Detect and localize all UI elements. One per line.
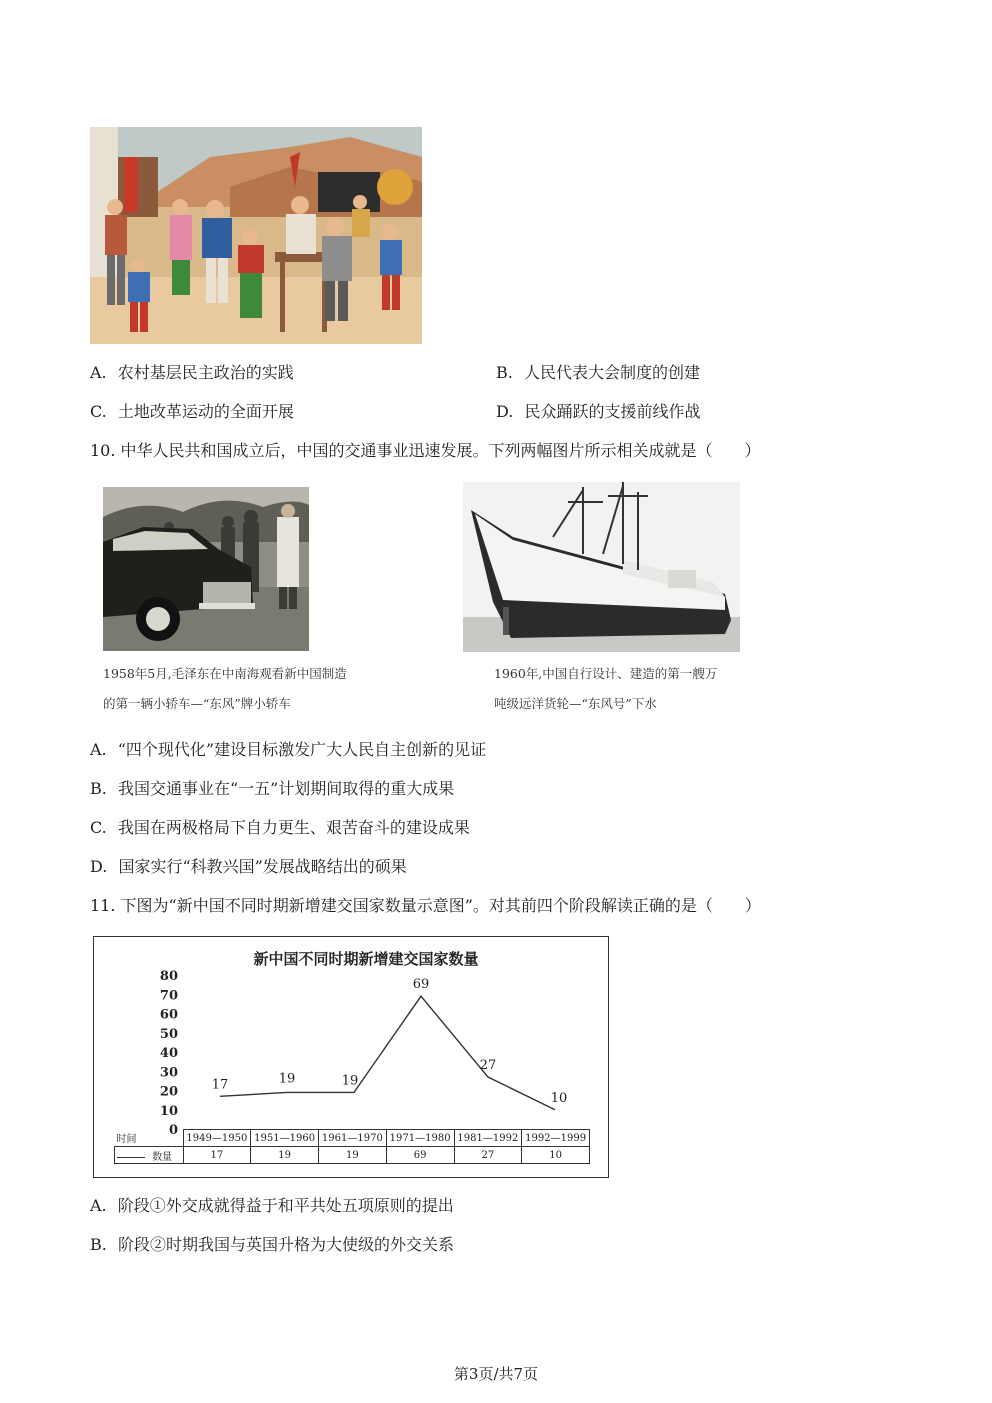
page-footer: 第3页/共7页	[453, 1365, 539, 1383]
option-letter: A.	[90, 740, 107, 759]
option-letter: A.	[90, 1196, 107, 1215]
option-text: 我国在两极格局下自力更生、艰苦奋斗的建设成果	[117, 818, 470, 837]
table-cell-period: 1949—1950	[183, 1130, 251, 1147]
option-text: 国家实行“科教兴国”发展战略结出的硕果	[118, 857, 407, 876]
table-header-count	[115, 1147, 184, 1164]
option-text: 农村基层民主政治的实践	[117, 363, 294, 382]
y-tick-label: 70	[159, 988, 178, 1004]
table-cell-value: 17	[183, 1147, 251, 1164]
chart-title: 新中国不同时期新增建交国家数量	[253, 950, 479, 968]
option-text: 土地改革运动的全面开展	[117, 402, 294, 421]
table-cell-value: 10	[522, 1147, 590, 1164]
q10-option-b	[90, 779, 454, 799]
chart-data-table	[114, 1129, 590, 1164]
q9-option-c	[90, 402, 294, 422]
table-cell-period: 1951—1960	[251, 1130, 319, 1147]
table-header-time: 时间	[116, 1134, 137, 1146]
diplomatic-relations-chart	[93, 936, 609, 1178]
q10-option-a	[90, 740, 486, 760]
y-tick-label: 10	[159, 1103, 178, 1119]
option-text: “四个现代化”建设目标激发广大人民自主创新的见证	[117, 740, 487, 759]
q10-option-d	[90, 857, 407, 877]
table-cell-period: 1971—1980	[386, 1130, 454, 1147]
option-letter: D.	[90, 857, 108, 876]
table-row-count	[115, 1147, 590, 1164]
table-cell-value: 69	[386, 1147, 454, 1164]
data-label: 19	[341, 1073, 359, 1089]
q11-option-b	[90, 1235, 454, 1255]
table-cell-value: 19	[251, 1147, 319, 1164]
q10-option-c	[90, 818, 470, 838]
option-text: 阶段①外交成就得益于和平共处五项原则的提出	[117, 1196, 454, 1215]
table-row-time	[115, 1130, 590, 1147]
table-cell-value: 27	[454, 1147, 522, 1164]
q9-painting-image	[90, 127, 422, 344]
y-tick-label: 40	[159, 1046, 178, 1061]
legend-label: 数量	[152, 1151, 173, 1163]
data-label: 10	[550, 1090, 568, 1106]
option-text: 我国交通事业在“一五”计划期间取得的重大成果	[117, 779, 455, 798]
option-letter: C.	[90, 402, 107, 421]
q9-option-a	[90, 363, 294, 383]
q10-ship-photo	[463, 482, 740, 652]
y-tick-label: 0	[168, 1123, 178, 1138]
q10-car-caption-line1: 1958年5月,毛泽东在中南海观看新中国制造	[103, 666, 347, 681]
option-letter: C.	[90, 818, 107, 837]
option-letter: B.	[90, 1235, 107, 1254]
table-cell-value: 19	[319, 1147, 387, 1164]
option-letter: A.	[90, 363, 107, 382]
q9-option-b	[496, 363, 700, 383]
y-tick-label: 80	[159, 969, 178, 984]
option-text: 民众踊跃的支援前线作战	[524, 402, 701, 421]
table-cell-period: 1992—1999	[522, 1130, 590, 1147]
option-text: 人民代表大会制度的创建	[523, 363, 700, 382]
data-label: 69	[412, 977, 430, 993]
q10-ship-caption-line2: 吨级远洋货轮—“东风号”下水	[494, 696, 657, 711]
legend-line-swatch	[117, 1157, 145, 1158]
option-letter: B.	[496, 363, 513, 382]
table-cell-period: 1961—1970	[319, 1130, 387, 1147]
data-label: 17	[211, 1077, 229, 1093]
option-letter: B.	[90, 779, 107, 798]
data-label: 19	[278, 1071, 296, 1087]
q10-ship-caption-line1: 1960年,中国自行设计、建造的第一艘万	[494, 666, 718, 681]
table-cell-period: 1981—1992	[454, 1130, 522, 1147]
y-tick-label: 20	[159, 1084, 178, 1100]
data-label: 27	[479, 1058, 497, 1074]
q10-car-photo	[103, 487, 309, 651]
series-line	[220, 996, 555, 1110]
q10-stem: 10. 中华人民共和国成立后，中国的交通事业迅速发展。下列两幅图片所示相关成就是（ ）	[90, 441, 761, 460]
y-tick-labels	[160, 969, 178, 1138]
q11-stem: 11. 下图为“新中国不同时期新增建交国家数量示意图”。对其前四个阶段解读正确的是（ ）	[90, 896, 761, 915]
y-tick-label: 30	[159, 1065, 178, 1081]
option-text: 阶段②时期我国与英国升格为大使级的外交关系	[117, 1235, 454, 1254]
option-letter: D.	[496, 402, 514, 421]
q11-option-a	[90, 1196, 454, 1216]
q9-option-d	[496, 402, 700, 422]
series-line-group	[220, 996, 555, 1110]
y-tick-label: 50	[159, 1026, 178, 1042]
q10-car-caption-line2: 的第一辆小轿车—“东风”牌小轿车	[103, 696, 291, 711]
y-tick-label: 60	[159, 1007, 178, 1023]
